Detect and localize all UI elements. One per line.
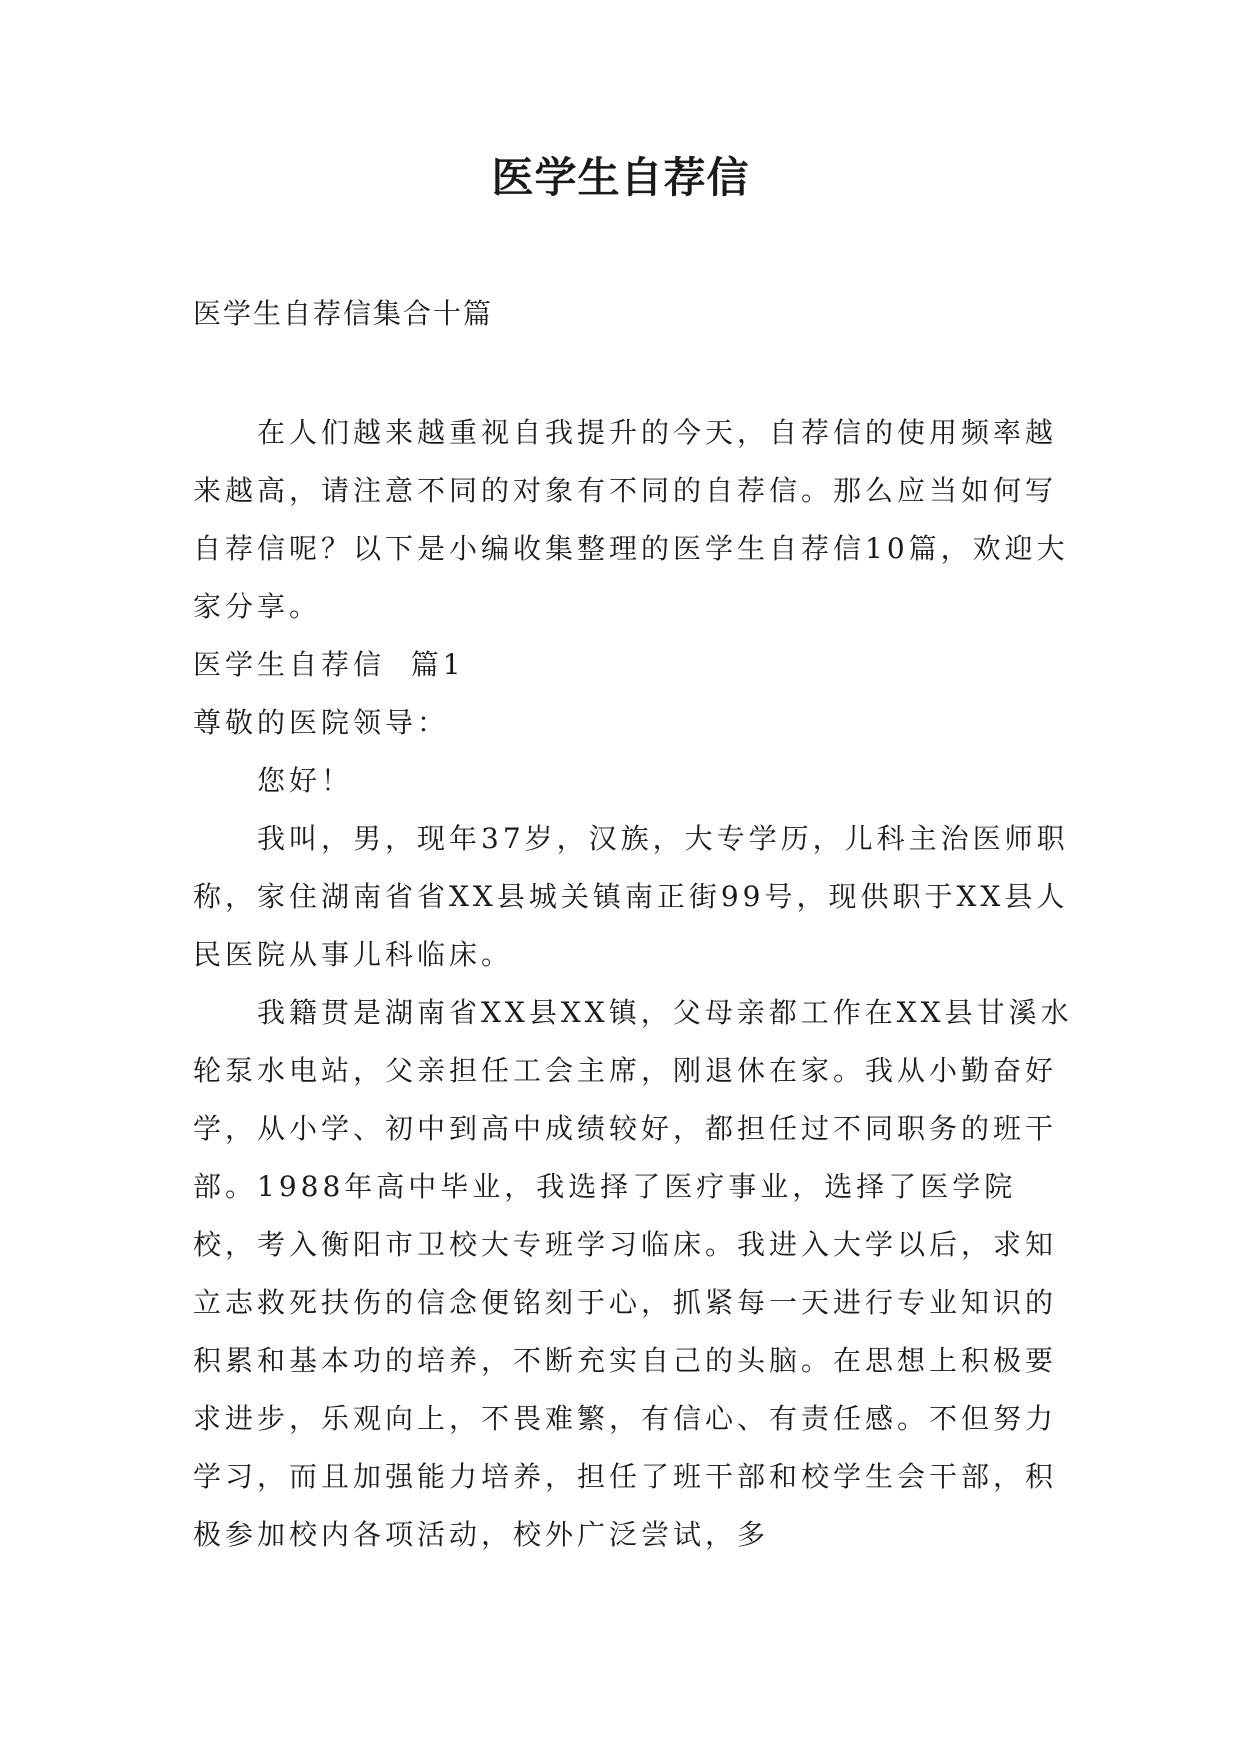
section-heading: 医学生自荐信 篇1 [193,648,465,681]
intro-paragraph: 在人们越来越重视自我提升的今天，自荐信的使用频率越来越高，请注意不同的对象有不同的自荐信。那么应当如何写自荐信呢？以下是小编收集整理的医学生自荐信10篇，欢迎大家分享。 [193,416,1069,623]
document-title: 医学生自荐信 [491,153,750,202]
greeting: 您好！ [257,764,354,797]
document-subtitle: 医学生自荐信集合十篇 [193,297,494,330]
salutation: 尊敬的医院领导： [193,706,450,739]
document-body [193,404,1073,1564]
body-paragraph-2: 我籍贯是湖南省XX县XX镇，父母亲都工作在XX县甘溪水轮泵水电站，父亲担任工会主席，刚退休在家。我从小勤奋好学，从小学、初中到高中成绩较好，都担任过不同职务的班干部。1988年高中毕业，我选择了医疗事业，选择了医学院校，考入衡阳市卫校大专班学习临床。我进入大学以后，求知立志救死扶伤的信念便铭刻于心，抓紧每一天进行专业知识的积累和基本功的培养，不断充实自己的头脑。在思想上积极要求进步，乐观向上，不畏难繁，有信心、有责任感。不但努力学习，而且加强能力培养，担任了班干部和校学生会干部，积极参加校内各项活动，校外广泛尝试，多 [193,996,1073,1551]
body-paragraph-1: 我叫，男，现年37岁，汉族，大专学历，儿科主治医师职称，家住湖南省省XX县城关镇南正街99号，现供职于XX县人民医院从事儿科临床。 [193,822,1069,971]
